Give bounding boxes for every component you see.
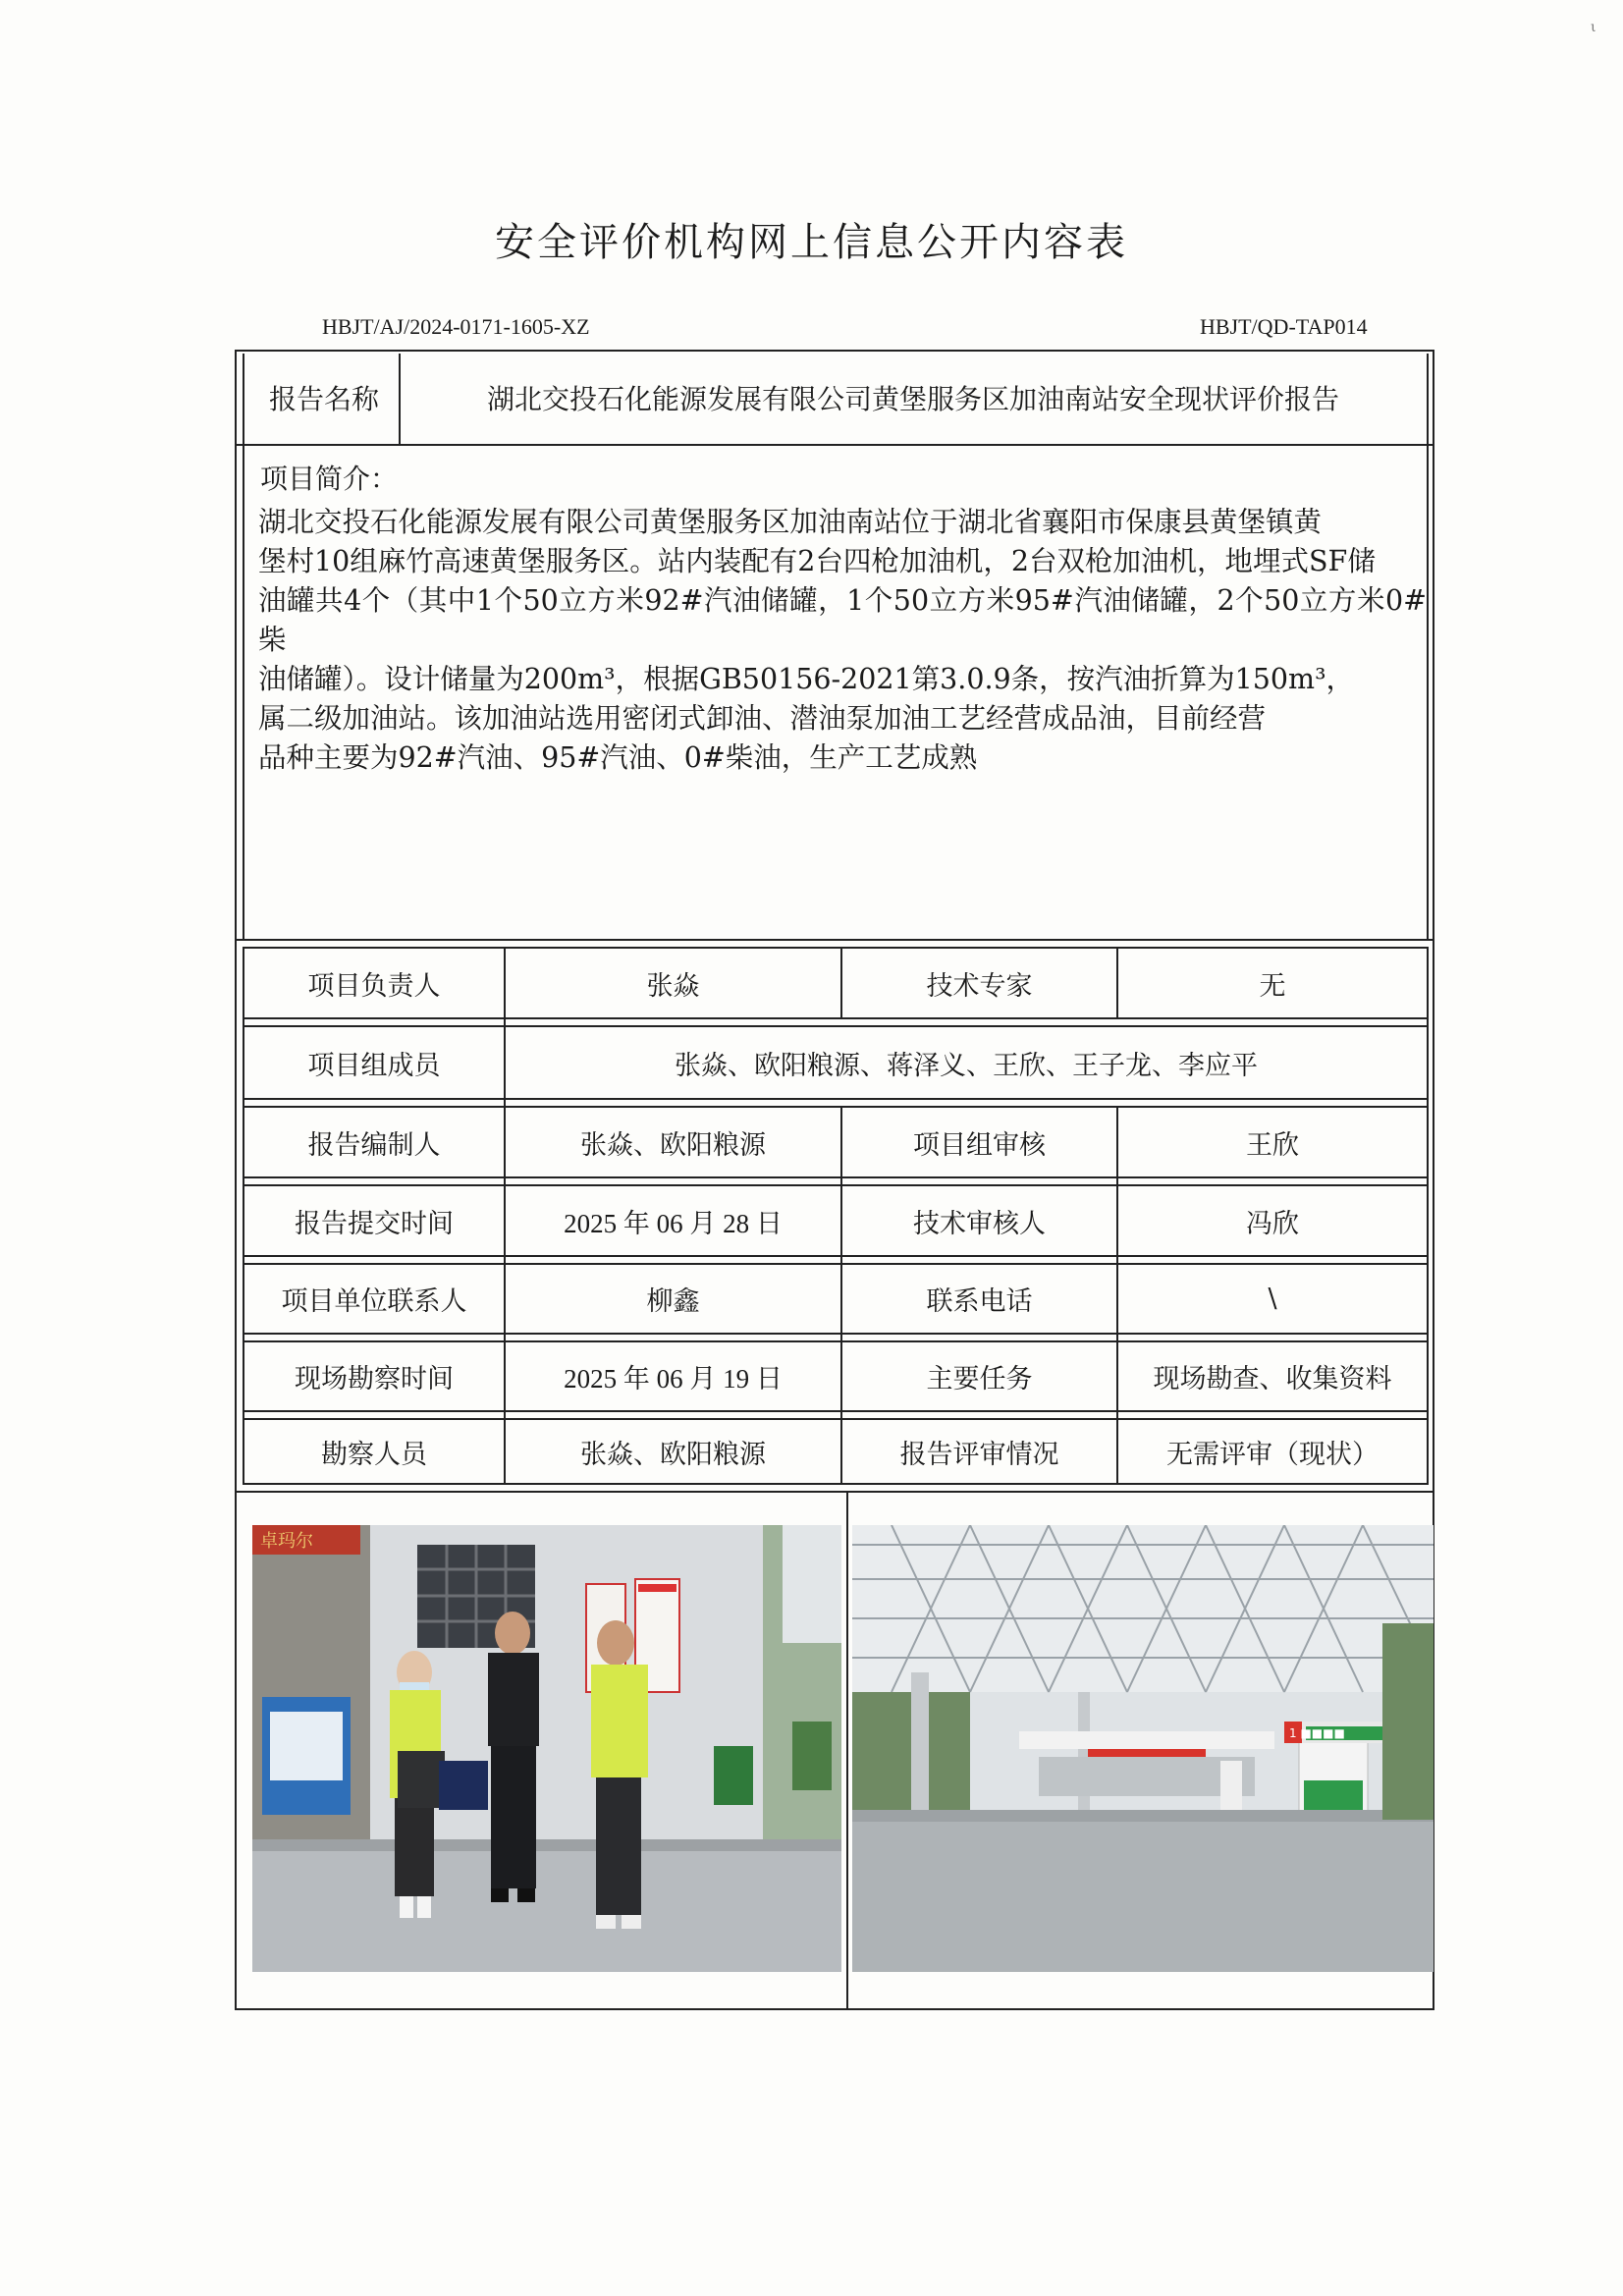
- report-name-label: 报告名称: [268, 383, 379, 415]
- table-divider: [235, 939, 1434, 941]
- client-contact-value: 柳鑫: [646, 1286, 700, 1317]
- report-author-value: 张焱、欧阳粮源: [580, 1129, 766, 1161]
- project-leader-label: 项目负责人: [307, 970, 441, 1002]
- phone-value: \: [1268, 1284, 1277, 1314]
- cell-border: [243, 444, 244, 939]
- table-divider: [235, 444, 1434, 446]
- table-divider: [243, 1333, 1429, 1335]
- survey-date-value: 2025 年 06 月 19 日: [564, 1364, 783, 1394]
- cell-border: [1427, 444, 1429, 939]
- cell-border: [243, 354, 244, 444]
- phone-label: 联系电话: [926, 1286, 1033, 1317]
- intro-line: 品种主要为92#汽油、95#汽油、0#柴油，生产工艺成熟: [258, 741, 978, 774]
- page-title: 安全评价机构网上信息公开内容表: [495, 220, 1128, 265]
- tech-expert-label: 技术专家: [926, 970, 1033, 1002]
- review-status-value: 无需评审（现状）: [1166, 1439, 1379, 1470]
- station-canopy-photo: [852, 1525, 1434, 1972]
- review-status-label: 报告评审情况: [899, 1439, 1059, 1470]
- cell-border: [1427, 947, 1429, 1483]
- intro-text: [258, 503, 1427, 778]
- site-team-photo: [252, 1525, 841, 1972]
- team-review-label: 项目组审核: [913, 1129, 1046, 1161]
- table-divider: [243, 1255, 1429, 1257]
- report-author-label: 报告编制人: [307, 1129, 441, 1161]
- table-divider: [243, 1410, 1429, 1412]
- tech-reviewer-label: 技术审核人: [913, 1208, 1046, 1239]
- surveyors-value: 张焱、欧阳粮源: [580, 1439, 766, 1470]
- table-divider: [243, 1176, 1429, 1178]
- intro-line: 油储罐）。设计储量为200m³，根据GB50156-2021第3.0.9条，按汽油折算为150m³，: [258, 663, 1354, 695]
- intro-line: 湖北交投石化能源发展有限公司黄堡服务区加油南站位于湖北省襄阳市保康县黄堡镇黄: [258, 506, 1323, 538]
- corner-mark: ι: [1591, 20, 1596, 35]
- team-review-value: 王欣: [1246, 1129, 1299, 1161]
- survey-date-label: 现场勘察时间: [295, 1364, 454, 1394]
- form-code: HBJT/QD-TAP014: [1200, 314, 1368, 339]
- submit-date-value: 2025 年 06 月 28 日: [564, 1208, 783, 1238]
- table-divider: [243, 1017, 1429, 1019]
- intro-line: 油罐共4个（其中1个50立方米92#汽油储罐，1个50立方米95#汽油储罐，2个50立方米0#柴: [258, 584, 1427, 656]
- client-contact-label: 项目单位联系人: [281, 1286, 467, 1317]
- team-members-value: 张焱、欧阳粮源、蒋泽义、王欣、王子龙、李应平: [675, 1050, 1258, 1081]
- table-divider: [243, 1098, 1429, 1100]
- pump-sign-text: 1 ■■■■: [1289, 1726, 1345, 1740]
- team-members-label: 项目组成员: [307, 1050, 441, 1081]
- cell-border: [846, 1491, 848, 2010]
- table-divider: [235, 1491, 1434, 1493]
- tech-expert-value: 无: [1259, 970, 1286, 1002]
- submit-date-label: 报告提交时间: [295, 1208, 454, 1239]
- intro-label: 项目简介：: [260, 463, 399, 495]
- tech-reviewer-value: 冯欣: [1246, 1208, 1299, 1239]
- document-code: HBJT/AJ/2024-0171-1605-XZ: [322, 314, 590, 339]
- intro-line: 堡村10组麻竹高速黄堡服务区。站内装配有2台四枪加油机，2台双枪加油机，地埋式SF储: [258, 545, 1376, 577]
- intro-line: 属二级加油站。该加油站选用密闭式卸油、潜油泵加油工艺经营成品油，目前经营: [258, 702, 1267, 735]
- report-name-value: 湖北交投石化能源发展有限公司黄堡服务区加油南站安全现状评价报告: [486, 383, 1339, 415]
- shop-sign-text: 卓玛尔: [260, 1531, 313, 1552]
- main-task-label: 主要任务: [926, 1364, 1033, 1394]
- main-task-value: 现场勘查、收集资料: [1153, 1364, 1392, 1394]
- table-divider: [243, 1483, 1429, 1485]
- surveyors-label: 勘察人员: [321, 1439, 427, 1470]
- project-leader-value: 张焱: [646, 970, 700, 1002]
